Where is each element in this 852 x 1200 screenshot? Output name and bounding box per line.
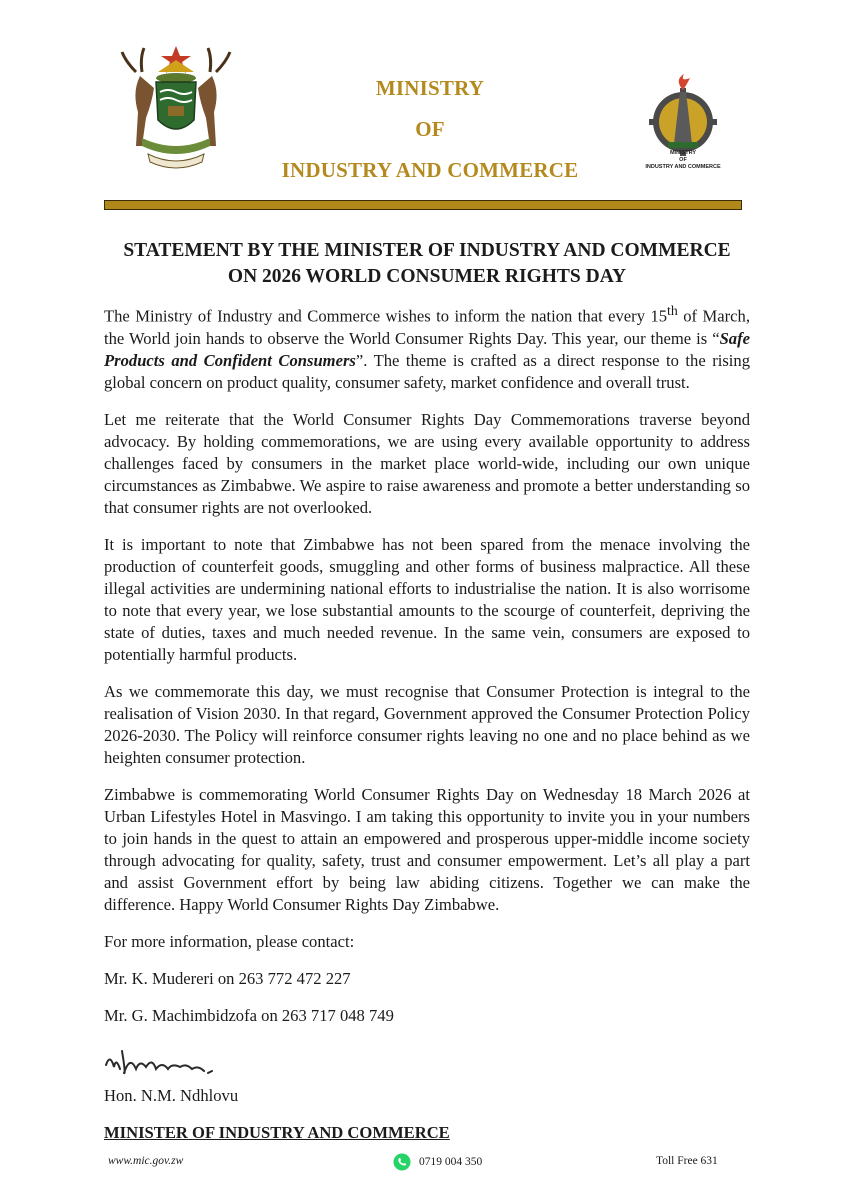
ordinal-suffix: th — [667, 303, 678, 318]
ministry-line: OF — [415, 117, 445, 141]
paragraph-intro — [104, 300, 750, 394]
whatsapp-icon — [393, 1153, 411, 1171]
logo-caption-line: MINISTRY — [669, 150, 697, 156]
theme-text: Safe Products and Confident Consumers — [104, 328, 750, 370]
statement-title — [104, 238, 750, 290]
contact-intro: For more information, please contact: — [104, 931, 355, 951]
gold-divider — [104, 200, 742, 210]
paragraph-text: ”. The theme is crafted as a direct response to the rising global concern on product quality, consumer safety, market confidence and overall trust. — [104, 350, 750, 392]
paragraph: As we commemorate this day, we must recognise that Consumer Protection is integral to the realisation of Vision 2030. In that regard, Government approved the Consumer Protection Policy 2026-2030. The Policy will reinforce consumer rights leaving no one and no place behind as we heighten consumer protection. — [104, 681, 750, 767]
paragraph: Zimbabwe is commemorating World Consumer Rights Day on Wednesday 18 March 2026 at Urban Lifestyles Hotel in Masvingo. I am taking this opportunity to invite you in your numbers to join hands in the quest to attain an empowered and prosperous upper-middle income society through advocating for quality, safety, trust and consumer empowerment. Let’s all play a part and assist Government effort by being law abiding citizens. Together we can make the difference. Happy World Consumer Rights Day Zimbabwe. — [104, 784, 750, 914]
toll-free-number: Toll Free 631 — [656, 1155, 718, 1167]
phone-contact[interactable] — [393, 1153, 482, 1171]
paragraph-text: The Ministry of Industry and Commerce wishes to inform the nation that every 15 — [104, 306, 668, 326]
phone-number: 0719 004 350 — [419, 1156, 483, 1168]
contact-list — [104, 968, 750, 1027]
signature-icon — [100, 1045, 230, 1081]
footer — [0, 1150, 852, 1180]
ministry-line: INDUSTRY AND COMMERCE — [281, 158, 579, 182]
signer-name: Hon. N.M. Ndhlovu — [104, 1085, 239, 1105]
statement-body — [104, 300, 750, 1159]
contact-line: Mr. G. Machimbidzofa on 263 717 048 749 — [104, 1005, 394, 1025]
paragraph: It is important to note that Zimbabwe has not been spared from the menace involving the production of counterfeit goods, smuggling and other forms of business malpractice. All these illegal activities are undermining national efforts to industrialise the nation. It is also worrisome to note that every year, we lose substantial amounts to the scourge of counterfeit, depriving the state of duties, taxes and much needed revenue. In the same vein, consumers are exposed to potentially harmful products. — [104, 534, 750, 664]
ministry-line: MINISTRY — [375, 76, 485, 100]
contact-line: Mr. K. Mudereri on 263 772 472 227 — [104, 968, 351, 988]
logo-caption-line: OF — [679, 157, 687, 163]
logo-caption — [634, 150, 732, 171]
website-link[interactable]: www.mic.gov.zw — [108, 1155, 184, 1167]
ministry-name — [250, 68, 610, 191]
title-line: STATEMENT BY THE MINISTER OF INDUSTRY AND COMMERCE — [123, 240, 731, 261]
title-line: ON 2026 WORLD CONSUMER RIGHTS DAY — [227, 266, 627, 287]
paragraph-text: of March, the World join hands to observe the World Consumer Rights Day. This year, our theme is “ — [104, 306, 750, 348]
letterhead — [0, 0, 852, 200]
signer-title: MINISTER OF INDUSTRY AND COMMERCE — [104, 1122, 450, 1142]
coat-of-arms-icon — [112, 42, 240, 178]
logo-caption-line: INDUSTRY AND COMMERCE — [645, 164, 721, 170]
paragraph: Let me reiterate that the World Consumer Rights Day Commemorations traverse beyond advocacy. By holding commemorations, we are using every available opportunity to address challenges faced by consumers in the market place world-wide, including our own unique circumstances as Zimbabwe. We aspire to raise awareness and promote a better understanding so that consumer rights are not overlooked. — [104, 409, 750, 517]
